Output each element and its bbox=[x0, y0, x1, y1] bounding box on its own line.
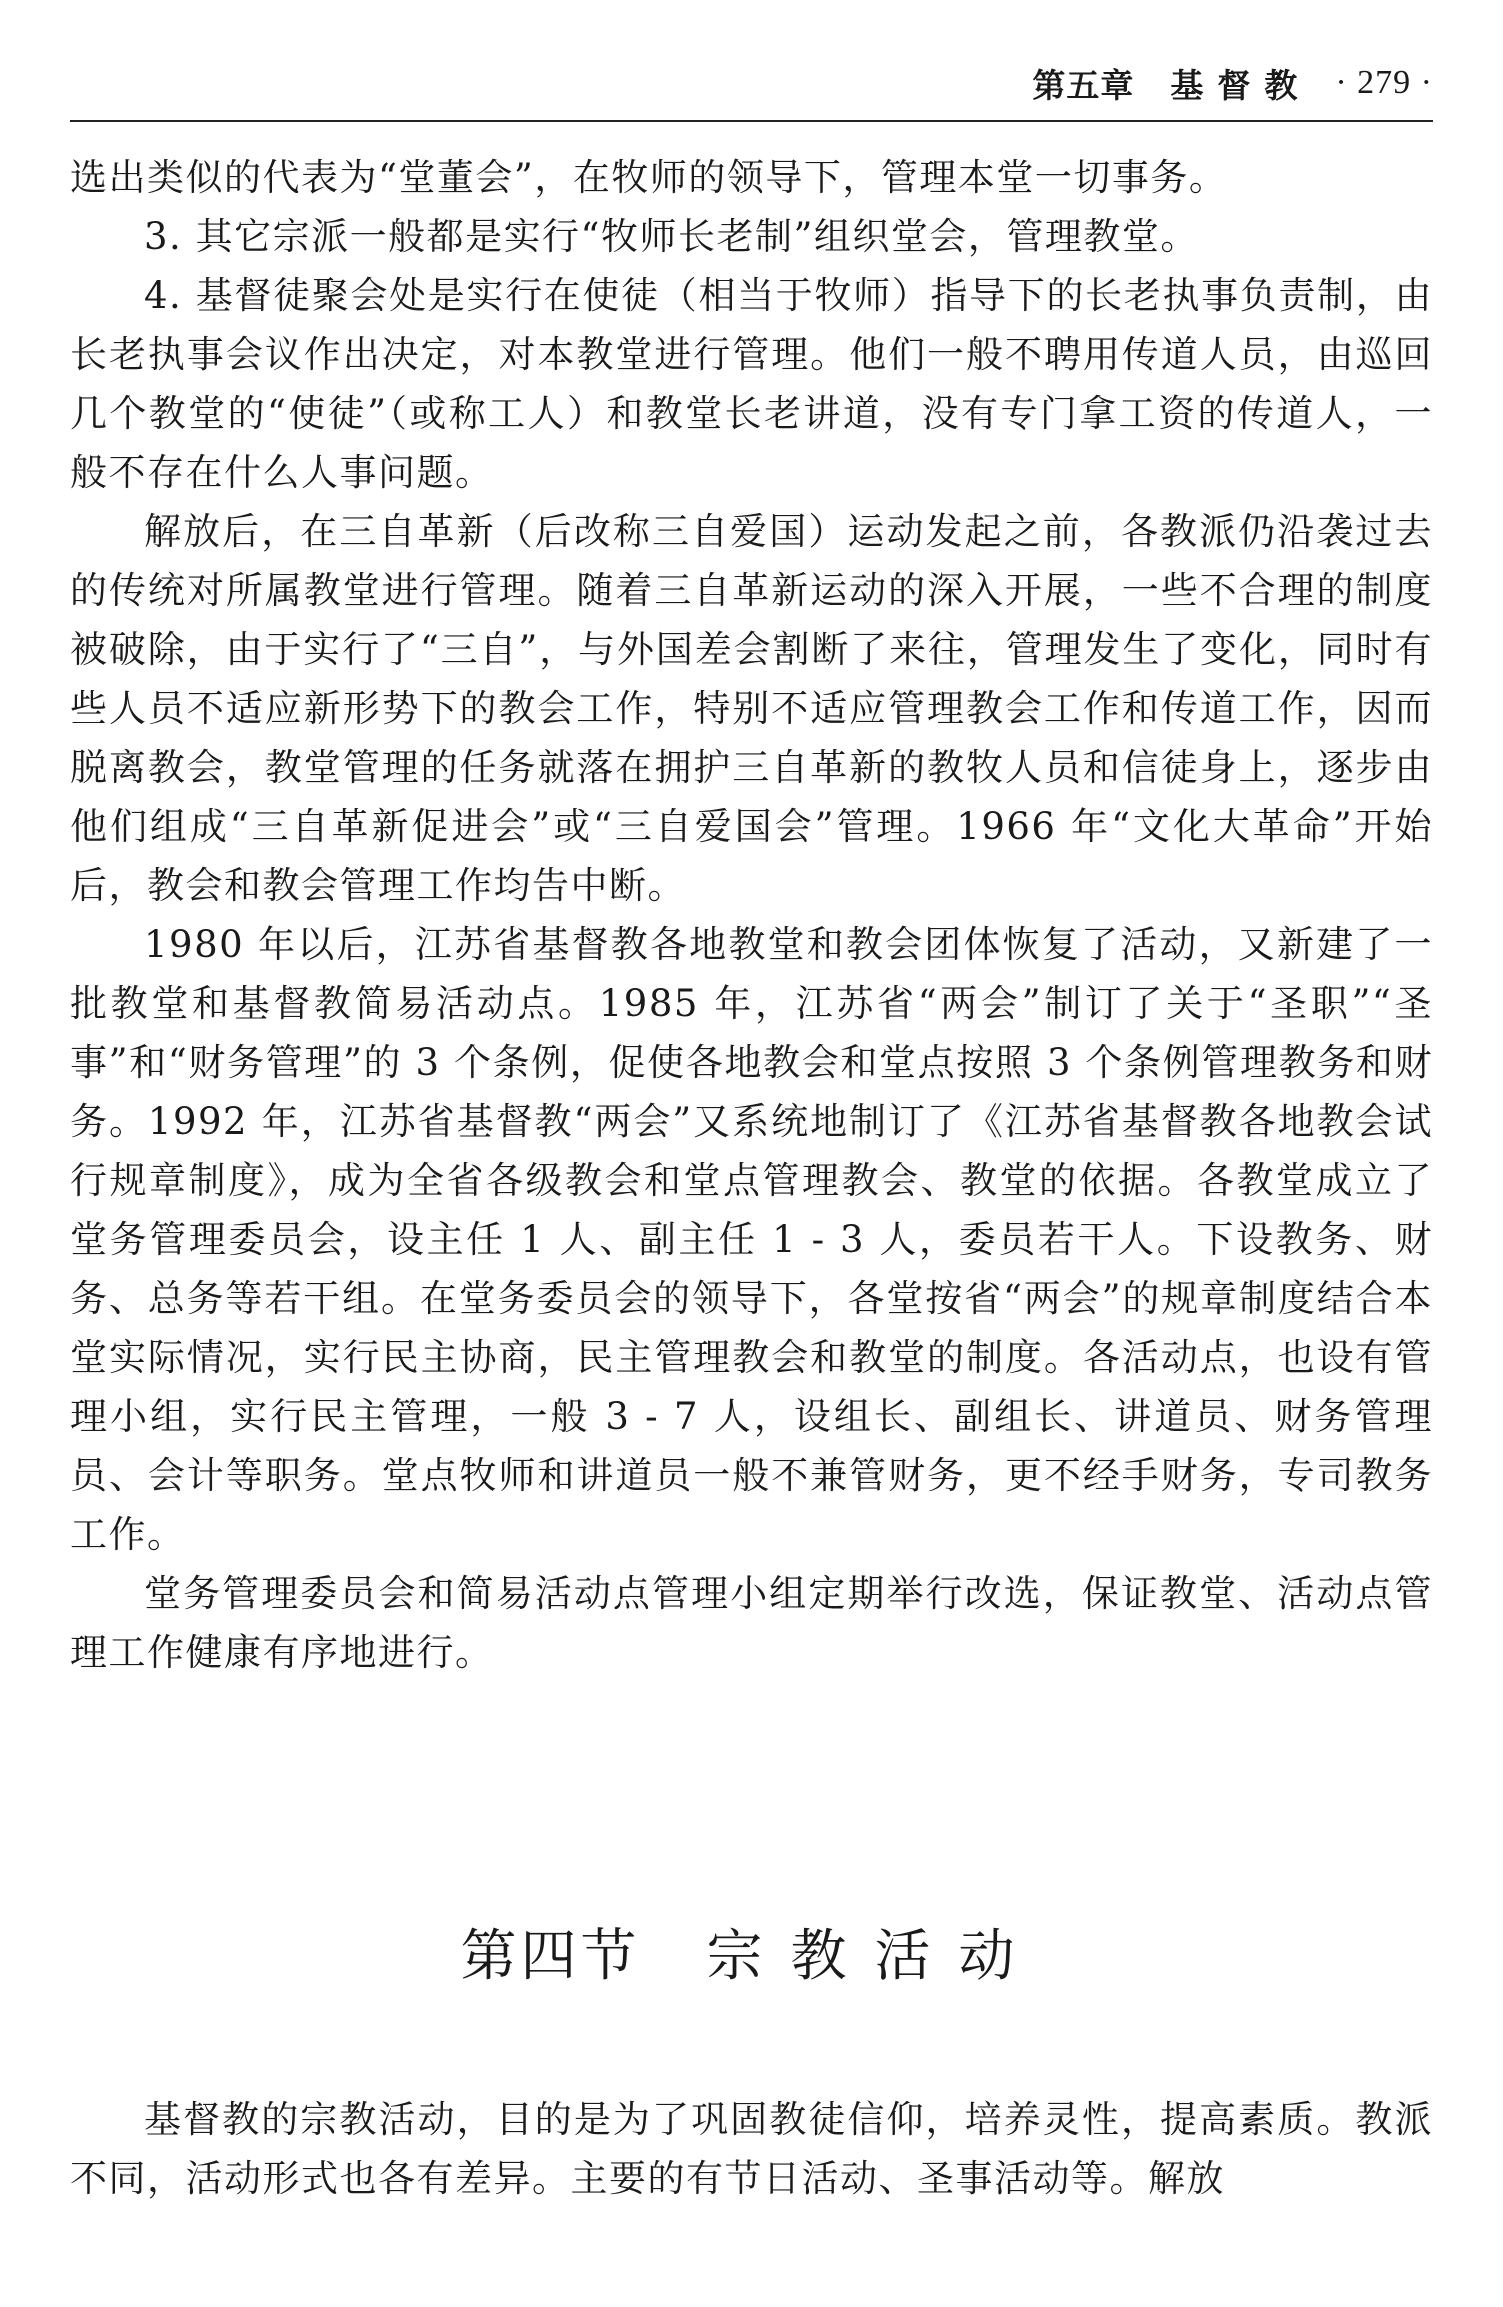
running-header bbox=[1032, 58, 1433, 108]
paragraph: 基督教的宗教活动，目的是为了巩固教徒信仰，培养灵性，提高素质。教派不同，活动形式也各有差异。主要的有节日活动、圣事活动等。解放 bbox=[70, 2098, 1433, 2200]
paragraph: 1980 年以后，江苏省基督教各地教堂和教会团体恢复了活动，又新建了一批教堂和基督教简易活动点。1985 年，江苏省“两会”制订了关于“圣职”“圣事”和“财务管理”的 3 个条例，促使各地教会和堂点按照 3 个条例管理教务和财务。1992 年，江苏省基督教“两会”又系统地制订了《江苏省基督教各地教会试行规章制度》，成为全省各级教会和堂点管理教会、教堂的依据。各教堂成立了堂务管理委员会，设主任 1 人、副主任 1 - 3 人，委员若干人。下设教务、财务、总务等若干组。在堂务委员会的领导下，各堂按省“两会”的规章制度结合本堂实际情况，实行民主协商，民主管理教会和教堂的制度。各活动点，也设有管理小组，实行民主管理，一般 3 - 7 人，设组长、副组长、讲道员、财务管理员、会计等职务。堂点牧师和讲道员一般不兼管财务，更不经手财务，专司教务工作。 bbox=[70, 923, 1433, 1556]
paragraph: 3. 其它宗派一般都是实行“牧师长老制”组织堂会，管理教堂。 bbox=[144, 215, 1199, 258]
section-title: 宗教活动 bbox=[706, 1924, 1043, 1989]
paragraph: 4. 基督徒聚会处是实行在使徒（相当于牧师）指导下的长老执事负责制，由长老执事会议作出决定，对本教堂进行管理。他们一般不聘用传道人员，由巡回几个教堂的“使徒”（或称工人）和教堂长老讲道，没有专门拿工资的传道人，一般不存在什么人事问题。 bbox=[70, 274, 1433, 494]
chapter-label: 第五章 bbox=[1032, 65, 1135, 105]
body-text bbox=[70, 148, 1433, 1682]
page-number: · 279 · bbox=[1335, 64, 1433, 101]
paragraph: 解放后，在三自革新（后改称三自爱国）运动发起之前，各教派仍沿袭过去的传统对所属教堂进行管理。随着三自革新运动的深入开展，一些不合理的制度被破除，由于实行了“三自”，与外国差会割断了来往，管理发生了变化，同时有些人员不适应新形势下的教会工作，特别不适应管理教会工作和传道工作，因而脱离教会，教堂管理的任务就落在拥护三自革新的教牧人员和信徒身上，逐步由他们组成“三自革新促进会”或“三自爱国会”管理。1966 年“文化大革命”开始后，教会和教会管理工作均告中断。 bbox=[70, 510, 1433, 907]
section-number: 第四节 bbox=[460, 1924, 641, 1989]
paragraph: 堂务管理委员会和简易活动点管理小组定期举行改选，保证教堂、活动点管理工作健康有序地进行。 bbox=[70, 1572, 1433, 1674]
header-rule bbox=[70, 120, 1433, 122]
paragraph: 选出类似的代表为“堂董会”，在牧师的领导下，管理本堂一切事务。 bbox=[70, 156, 1228, 199]
section-body-text bbox=[70, 2090, 1433, 2208]
section-heading bbox=[0, 1912, 1503, 1992]
chapter-title: 基督教 bbox=[1170, 65, 1312, 105]
